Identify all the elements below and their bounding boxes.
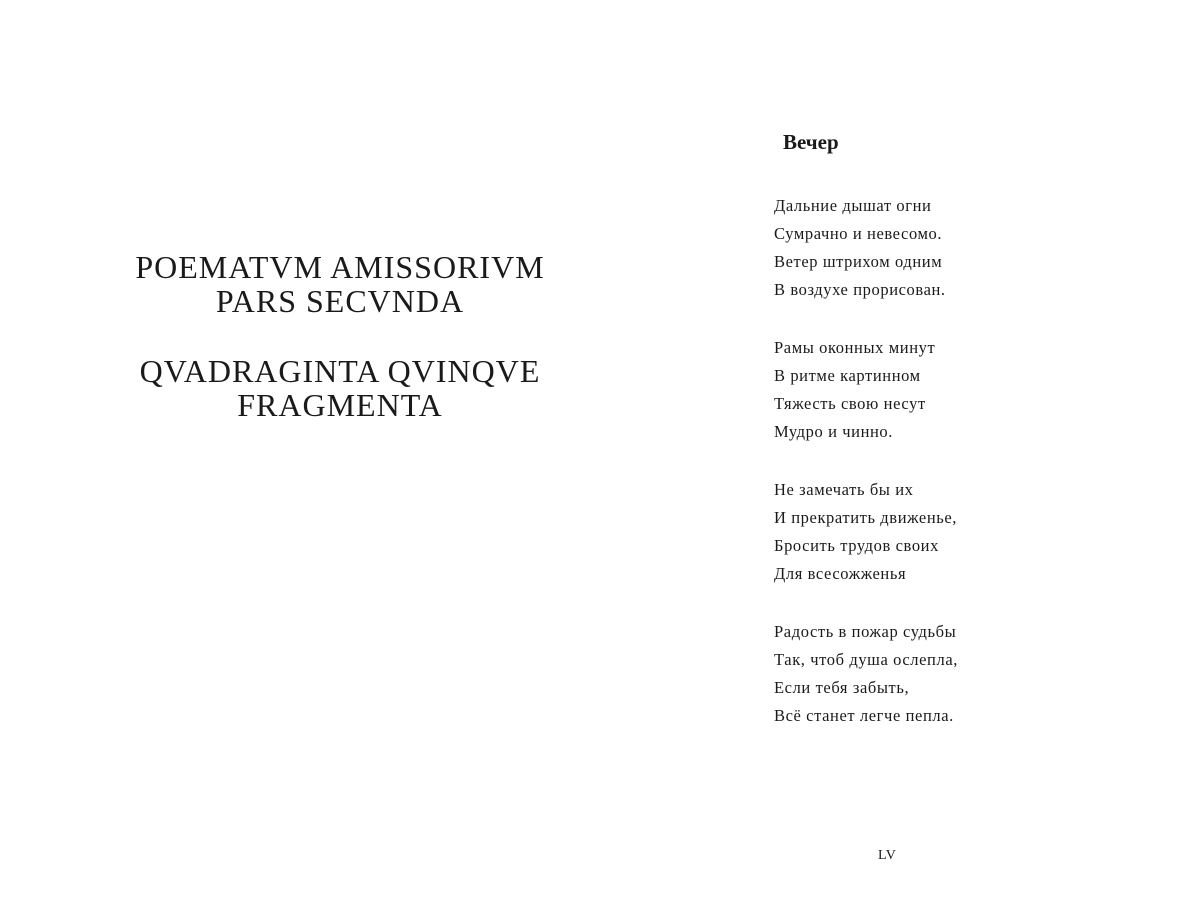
verse-line: Если тебя забыть, [774, 678, 910, 697]
verse-line: Тяжесть свою несут [774, 394, 926, 413]
poem [774, 130, 1174, 730]
verse-line: Сумрачно и невесомо. [774, 224, 943, 243]
page-number: LV [878, 848, 897, 863]
verse-line: Рамы оконных минут [774, 338, 936, 357]
verse-line: И прекратить движенье, [774, 508, 958, 527]
title-line: POEMATVM AMISSORIVM [135, 249, 545, 285]
poem-title: Вечер [783, 130, 839, 154]
stanza-3 [774, 476, 1174, 588]
title-line: PARS SECVNDA [215, 283, 465, 319]
stanza-2 [774, 334, 1174, 446]
verse-line: Так, чтоб душа ослепла, [774, 650, 958, 669]
title-line: QVADRAGINTA QVINQVE [139, 353, 541, 389]
verse-line: Мудро и чинно. [774, 422, 894, 441]
title-group-part [80, 250, 600, 318]
verse-line: Для всесожженья [774, 564, 907, 583]
verse-line: Всё станет легче пепла. [774, 706, 954, 725]
collection-title [80, 250, 600, 458]
verse-line: Радость в пожар судьбы [774, 622, 957, 641]
title-line: FRAGMENTA [237, 387, 443, 423]
stanza-1 [774, 192, 1174, 304]
verse-line: Ветер штрихом одним [774, 252, 943, 271]
verse-line: В ритме картинном [774, 366, 921, 385]
verse-line: Дальние дышат огни [774, 196, 932, 215]
title-group-fragments [80, 354, 600, 422]
stanza-4 [774, 618, 1174, 730]
verse-line: Не замечать бы их [774, 480, 914, 499]
verse-line: Бросить трудов своих [774, 536, 939, 555]
verse-line: В воздухе прорисован. [774, 280, 946, 299]
